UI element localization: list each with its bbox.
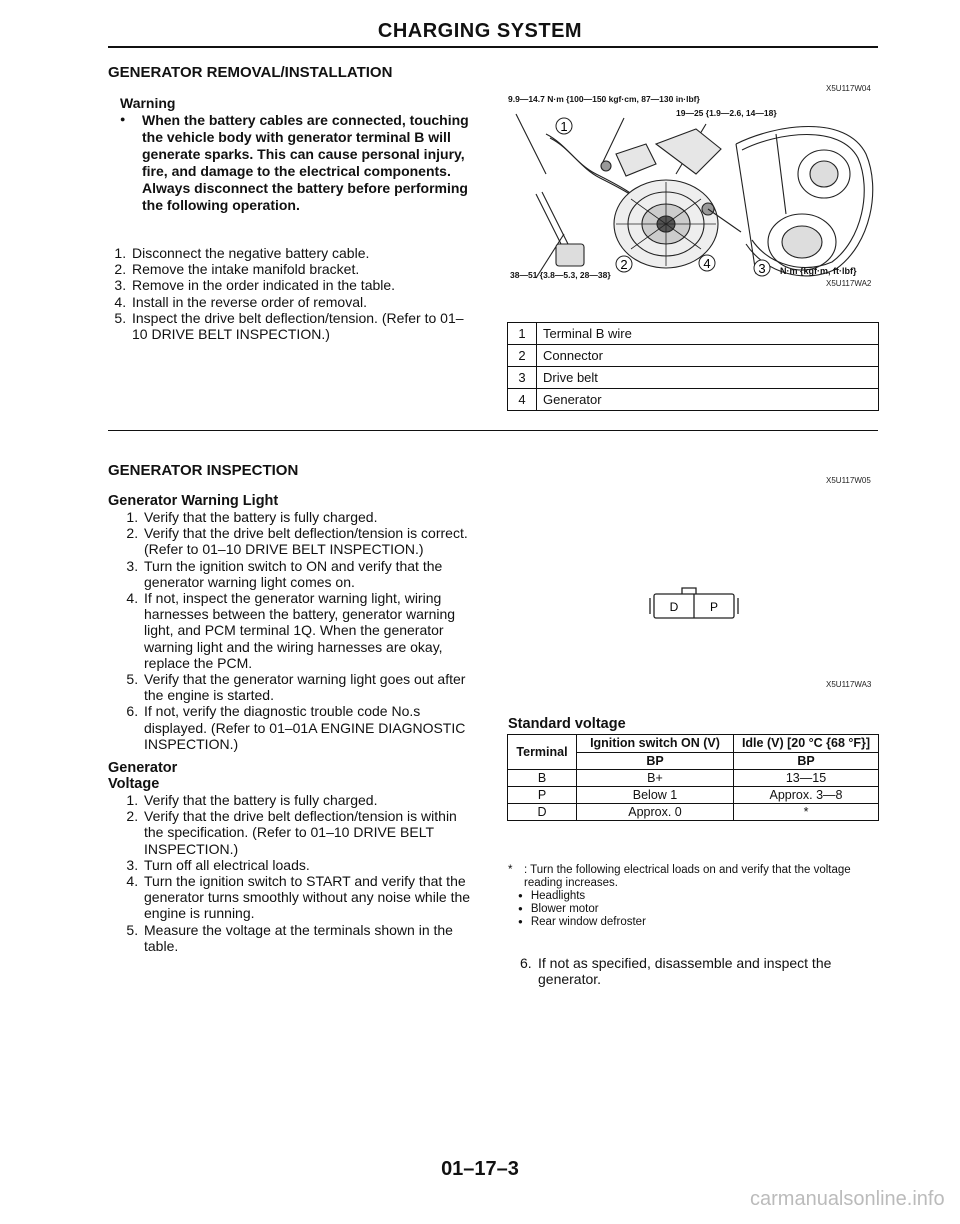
- voltage-step: 4. Turn the ignition switch to START and verify that the generator turns smoothly without any noise while the engine is running.: [142, 873, 478, 922]
- figure-callout: 4: [703, 256, 711, 271]
- connector-code-top: X5U117W05: [826, 476, 871, 485]
- final-step: [520, 955, 870, 987]
- header-rule: [108, 46, 878, 48]
- removal-steps: [108, 245, 478, 342]
- connector-diagram: [648, 586, 740, 622]
- idle-cell: Approx. 3—8: [734, 787, 879, 804]
- pin-p-label: P: [709, 600, 719, 614]
- table-row: [508, 323, 879, 345]
- removal-step: 2. Remove the intake manifold bracket.: [130, 261, 478, 277]
- ignition-cell: Below 1: [577, 787, 734, 804]
- warning-block: [120, 95, 472, 214]
- part-name: Terminal B wire: [537, 323, 879, 345]
- section-divider: [108, 430, 878, 431]
- voltage-title-2: Voltage: [108, 776, 160, 792]
- watermark: carmanualsonline.info: [750, 1188, 945, 1210]
- standard-voltage-table: [507, 734, 879, 821]
- warning-bullet: ●: [120, 114, 126, 124]
- torque-label-3: 38—51 {3.8—5.3, 28—38}: [510, 270, 611, 280]
- bp-header: BP: [734, 753, 879, 770]
- figure-code-bottom: X5U117WA2: [826, 279, 872, 288]
- connector-code-bottom: X5U117WA3: [826, 680, 872, 689]
- note-item: ● Headlights: [534, 890, 880, 903]
- part-number: 3: [508, 367, 537, 389]
- voltage-note: [508, 864, 880, 929]
- terminal-cell: B: [508, 770, 577, 787]
- figure-callout: 2: [620, 257, 628, 272]
- part-name: Connector: [537, 345, 879, 367]
- light-step: 5. Verify that the generator warning light goes out after the engine is started.: [142, 671, 478, 703]
- idle-cell: 13—15: [734, 770, 879, 787]
- idle-header: Idle (V) [20 °C {68 °F}]: [734, 735, 879, 753]
- terminal-cell: P: [508, 787, 577, 804]
- note-text: : Turn the following electrical loads on and verify that the voltage reading increases.: [524, 864, 851, 889]
- light-step: 1. Verify that the battery is fully charged.: [142, 509, 478, 525]
- torque-label-2: 19—25 {1.9—2.6, 14—18}: [676, 108, 777, 118]
- voltage-step: 5. Measure the voltage at the terminals shown in the table.: [142, 922, 478, 954]
- torque-unit-label: N·m {kgf·m, ft·lbf}: [780, 266, 857, 276]
- figure-callout: 3: [758, 261, 766, 276]
- final-step-number: 6.: [520, 955, 532, 971]
- table-row: [508, 367, 879, 389]
- table-row: [508, 804, 879, 821]
- ignition-cell: Approx. 0: [577, 804, 734, 821]
- idle-cell: *: [734, 804, 879, 821]
- part-name: Drive belt: [537, 367, 879, 389]
- table-header-row: [508, 735, 879, 753]
- final-step-text: If not as specified, disassemble and inspect the generator.: [538, 955, 832, 988]
- voltage-step: 2. Verify that the drive belt deflection/tension is within the specification. (Refer to 01–10 DRIVE BELT INSPECTION.): [142, 808, 478, 857]
- pin-d-label: D: [669, 600, 679, 614]
- warning-light-title: Generator Warning Light: [108, 493, 279, 509]
- light-step: 3. Turn the ignition switch to ON and verify that the generator warning light comes on.: [142, 558, 478, 590]
- note-item: ● Rear window defroster: [534, 916, 880, 929]
- table-row: [508, 787, 879, 804]
- removal-step: 1. Disconnect the negative battery cable.: [130, 245, 478, 261]
- voltage-title-1: Generator: [108, 760, 178, 776]
- terminal-header: Terminal: [508, 735, 577, 770]
- inspection-section-title: GENERATOR INSPECTION: [108, 462, 299, 479]
- voltage-step: 1. Verify that the battery is fully charged.: [142, 792, 478, 808]
- note-item: ● Blower motor: [534, 903, 880, 916]
- bp-header: BP: [577, 753, 734, 770]
- figure-code-top: X5U117W04: [826, 84, 871, 93]
- torque-label-1: 9.9—14.7 N·m {100—150 kgf·cm, 87—130 in·lbf}: [508, 94, 700, 104]
- table-row: [508, 345, 879, 367]
- part-name: Generator: [537, 389, 879, 411]
- light-step: 4. If not, inspect the generator warning light, wiring harnesses between the battery, generator warning light, and PCM terminal 1Q. When the generator warning light and the wiring harnesses are okay, replace the PCM.: [142, 590, 478, 671]
- standard-voltage-title: Standard voltage: [508, 716, 626, 732]
- warning-title: Warning: [120, 95, 176, 111]
- figure-callout: 1: [560, 119, 568, 134]
- removal-step: 4. Install in the reverse order of removal.: [130, 294, 478, 310]
- voltage-block: [108, 760, 478, 954]
- ignition-header: Ignition switch ON (V): [577, 735, 734, 753]
- terminal-cell: D: [508, 804, 577, 821]
- warning-light-block: [108, 493, 478, 752]
- table-row: [508, 389, 879, 411]
- part-number: 4: [508, 389, 537, 411]
- part-number: 2: [508, 345, 537, 367]
- voltage-step: 3. Turn off all electrical loads.: [142, 857, 478, 873]
- warning-text: When the battery cables are connected, touching the vehicle body with generator terminal B will generate sparks. This can cause personal injury, fire, and damage to the electrical components. Always disconnect the battery before performing the following operation.: [142, 112, 469, 213]
- parts-table: [507, 322, 879, 411]
- light-step: 2. Verify that the drive belt deflection/tension is correct. (Refer to 01–10 DRIVE BELT INSPECTION.): [142, 525, 478, 557]
- removal-step: 5. Inspect the drive belt deflection/tension. (Refer to 01–10 DRIVE BELT INSPECTION.): [130, 310, 478, 342]
- removal-section-title: GENERATOR REMOVAL/INSTALLATION: [108, 64, 393, 81]
- note-mark: *: [508, 864, 513, 876]
- generator-illustration: [506, 104, 882, 284]
- removal-step: 3. Remove in the order indicated in the table.: [130, 277, 478, 293]
- light-step: 6. If not, verify the diagnostic trouble code No.s displayed. (Refer to 01–01A ENGINE DIAGNOSTIC INSPECTION.): [142, 703, 478, 752]
- page-number: 01–17–3: [441, 1158, 519, 1180]
- page-header-title: CHARGING SYSTEM: [377, 20, 583, 42]
- table-row: [508, 770, 879, 787]
- part-number: 1: [508, 323, 537, 345]
- ignition-cell: B+: [577, 770, 734, 787]
